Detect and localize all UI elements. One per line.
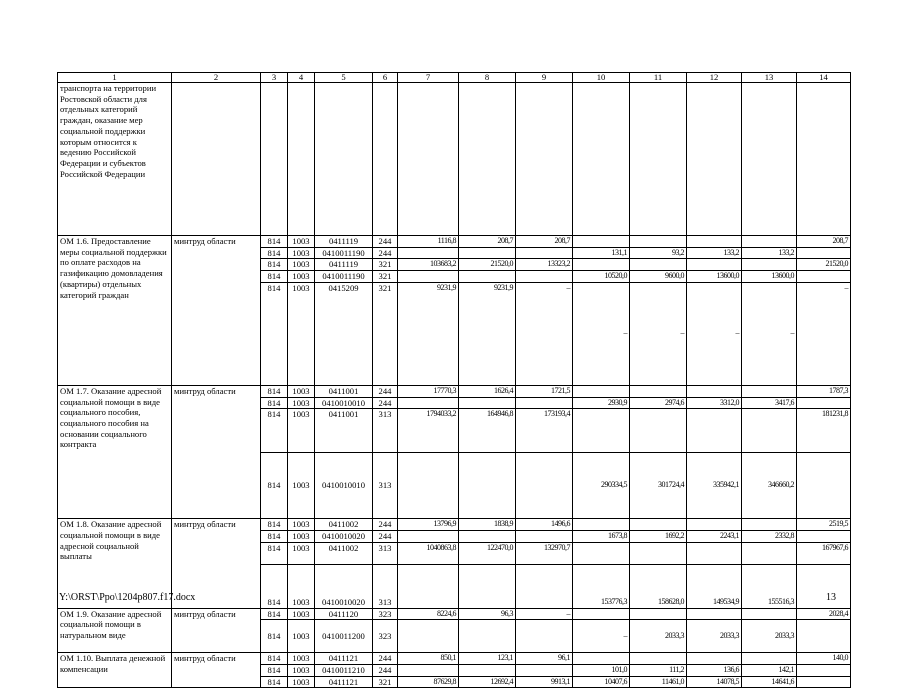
amount-cell [797,271,851,283]
header-cell: 13 [742,73,797,83]
amount-cell [459,564,516,608]
code-cell: 814 [261,653,288,665]
amount-cell [687,653,742,665]
amount-cell [573,409,630,453]
header-cell: 2 [172,73,261,83]
amount-cell: 208,7 [459,236,516,248]
code-cell: 0411119 [315,236,373,248]
header-cell: 12 [687,73,742,83]
code-cell: 814 [261,397,288,409]
amount-cell: 1673,8 [573,530,630,542]
amount-cell [459,271,516,283]
code-cell: 244 [373,247,398,259]
amount-cell [742,385,797,397]
header-cell: 6 [373,73,398,83]
amount-cell [516,665,573,677]
amount-cell [459,620,516,653]
amount-cell: 14078,5 [687,676,742,688]
executor: минтруд области [172,385,261,518]
code-cell: 0411119 [315,259,373,271]
amount-cell: 850,1 [398,653,459,665]
amount-cell: 123,1 [459,653,516,665]
amount-cell: 1692,2 [630,530,687,542]
executor: минтруд области [172,653,261,688]
amount-cell: 1040863,8 [398,542,459,564]
table-row [58,236,851,248]
code-cell: 814 [261,542,288,564]
code-cell: 1003 [288,236,315,248]
amount-cell [687,236,742,248]
code-cell: 0410011190 [315,247,373,259]
code-cell: 0411002 [315,542,373,564]
empty-cell [573,83,630,236]
amount-cell: 2243,1 [687,530,742,542]
amount-cell [398,271,459,283]
amount-cell [687,608,742,620]
code-cell: 313 [373,542,398,564]
code-cell: 1003 [288,385,315,397]
code-cell: 1003 [288,530,315,542]
amount-cell: 9231,9 [459,282,516,385]
code-cell: 1003 [288,259,315,271]
amount-cell [797,564,851,608]
code-cell: 323 [373,620,398,653]
amount-cell [687,409,742,453]
code-cell: 0410011210 [315,665,373,677]
code-cell: 0411120 [315,608,373,620]
amount-cell: – [797,282,851,385]
code-cell: 321 [373,282,398,385]
amount-cell [459,397,516,409]
code-cell: 1003 [288,271,315,283]
code-cell: 1003 [288,409,315,453]
code-cell: 0410010020 [315,530,373,542]
code-cell: 0411121 [315,653,373,665]
amount-cell [797,247,851,259]
amount-cell: 17770,3 [398,385,459,397]
amount-cell [459,530,516,542]
code-cell: 814 [261,385,288,397]
header-cell: 10 [573,73,630,83]
amount-cell: 149534,9 [687,564,742,608]
empty-cell [742,83,797,236]
amount-cell: – [516,608,573,620]
amount-cell [573,236,630,248]
executor: минтруд области [172,608,261,653]
page-number: 13 [826,592,836,603]
code-cell: 1003 [288,247,315,259]
amount-cell: 11461,0 [630,676,687,688]
amount-cell [742,259,797,271]
amount-cell: 153776,3 [573,564,630,608]
footer-file-path: Y:\ORST\Ppo\1204p807.f17.docx [59,592,196,603]
measure-name: ОМ 1.10. Выплата денежной компенсации [58,653,172,688]
amount-cell [573,542,630,564]
amount-cell: 10520,0 [573,271,630,283]
amount-cell: 155516,3 [742,564,797,608]
code-cell: 1003 [288,282,315,385]
code-cell: 0410010010 [315,397,373,409]
amount-cell: 8224,6 [398,608,459,620]
header-cell: 11 [630,73,687,83]
empty-cell [288,83,315,236]
executor: минтруд области [172,519,261,608]
amount-cell [742,608,797,620]
amount-cell: 21520,0 [797,259,851,271]
amount-cell: 133,2 [687,247,742,259]
code-cell: 0411121 [315,676,373,688]
code-cell: 1003 [288,397,315,409]
code-cell: 0411001 [315,385,373,397]
amount-cell [687,542,742,564]
amount-cell [573,653,630,665]
amount-cell [573,608,630,620]
amount-cell [742,542,797,564]
amount-cell [630,653,687,665]
code-cell: 0410010020 [315,564,373,608]
amount-cell: 9600,0 [630,271,687,283]
code-cell: 0410011190 [315,271,373,283]
code-cell: 321 [373,271,398,283]
amount-cell: 132970,7 [516,542,573,564]
table-row [58,608,851,620]
header-cell: 14 [797,73,851,83]
amount-cell: 1116,8 [398,236,459,248]
amount-cell: 2519,5 [797,519,851,531]
amount-cell: 346660,2 [742,453,797,519]
measure-name: ОМ 1.7. Оказание адресной социальной помощи в виде социального пособия, социального пособия на основании социального контракта [58,385,172,518]
code-cell: 323 [373,608,398,620]
amount-cell: 136,6 [687,665,742,677]
code-cell: 244 [373,665,398,677]
amount-cell: 12692,4 [459,676,516,688]
amount-cell: 3312,0 [687,397,742,409]
table-row [58,519,851,531]
header-cell: 9 [516,73,573,83]
code-cell: 313 [373,409,398,453]
code-cell: 814 [261,676,288,688]
empty-cell [373,83,398,236]
code-cell: 0410011200 [315,620,373,653]
code-cell: 1003 [288,542,315,564]
executor: минтруд области [172,236,261,386]
code-cell: 1003 [288,519,315,531]
amount-cell [516,271,573,283]
amount-cell: 2332,8 [742,530,797,542]
code-cell: 1003 [288,608,315,620]
amount-cell [797,620,851,653]
code-cell: 244 [373,519,398,531]
amount-cell: 164946,8 [459,409,516,453]
amount-cell: 9231,9 [398,282,459,385]
amount-cell [797,397,851,409]
amount-cell [398,530,459,542]
code-cell: 1003 [288,676,315,688]
code-cell: 244 [373,530,398,542]
code-cell: 313 [373,453,398,519]
amount-cell: 13796,9 [398,519,459,531]
code-cell: 814 [261,247,288,259]
amount-cell [516,397,573,409]
amount-cell: – [687,282,742,385]
amount-cell: 13323,2 [516,259,573,271]
code-cell: 0410010010 [315,453,373,519]
amount-cell [398,620,459,653]
amount-cell: 167967,6 [797,542,851,564]
amount-cell [797,676,851,688]
amount-cell [398,665,459,677]
measure-name: ОМ 1.9. Оказание адресной социальной помощи в натуральном виде [58,608,172,653]
amount-cell: 3417,6 [742,397,797,409]
code-cell: 1003 [288,453,315,519]
amount-cell: 158628,0 [630,564,687,608]
amount-cell: 2028,4 [797,608,851,620]
amount-cell [630,385,687,397]
code-cell: 814 [261,564,288,608]
code-cell: 814 [261,530,288,542]
header-cell: 3 [261,73,288,83]
amount-cell [742,409,797,453]
amount-cell [516,564,573,608]
code-cell: 0411001 [315,409,373,453]
amount-cell [797,530,851,542]
amount-cell [398,247,459,259]
code-cell: 0415209 [315,282,373,385]
amount-cell [630,608,687,620]
amount-cell: 96,1 [516,653,573,665]
amount-cell [459,665,516,677]
code-cell: 244 [373,653,398,665]
table-row [58,385,851,397]
amount-cell [459,247,516,259]
header-row [58,73,851,83]
amount-cell [459,453,516,519]
amount-cell [742,236,797,248]
code-cell: 814 [261,271,288,283]
amount-cell [573,385,630,397]
header-cell: 1 [58,73,172,83]
code-cell: 1003 [288,620,315,653]
empty-cell [516,83,573,236]
amount-cell [797,453,851,519]
amount-cell: 10407,6 [573,676,630,688]
code-cell: 1003 [288,653,315,665]
amount-cell: 93,2 [630,247,687,259]
amount-cell: 103683,2 [398,259,459,271]
amount-cell [516,620,573,653]
amount-cell [398,397,459,409]
empty-cell [398,83,459,236]
header-cell: 7 [398,73,459,83]
amount-cell [797,665,851,677]
code-cell: 814 [261,608,288,620]
amount-cell: 181231,8 [797,409,851,453]
code-cell: 321 [373,676,398,688]
amount-cell [573,519,630,531]
measure-name: ОМ 1.6. Предоставление меры социальной поддержки по оплате расходов на газификацию домовладения (квартиры) отдельных категорий граждан [58,236,172,386]
continuation-row [58,83,851,236]
code-cell: 814 [261,282,288,385]
amount-cell: 87629,8 [398,676,459,688]
empty-cell [459,83,516,236]
table-row [58,653,851,665]
code-cell: 1003 [288,665,315,677]
amount-cell [630,236,687,248]
code-cell: 0411002 [315,519,373,531]
amount-cell [516,247,573,259]
amount-cell [630,409,687,453]
code-cell: 814 [261,519,288,531]
amount-cell: 1787,3 [797,385,851,397]
amount-cell [630,519,687,531]
code-cell: 814 [261,259,288,271]
amount-cell: 1626,4 [459,385,516,397]
amount-cell [742,653,797,665]
amount-cell: 1838,9 [459,519,516,531]
amount-cell: 2033,3 [742,620,797,653]
amount-cell: 2930,9 [573,397,630,409]
amount-cell: 13600,0 [687,271,742,283]
empty-cell [172,83,261,236]
code-cell: 814 [261,236,288,248]
empty-cell [687,83,742,236]
amount-cell: 2033,3 [687,620,742,653]
header-cell: 4 [288,73,315,83]
measure-name-continuation: транспорта на территории Ростовской области для отдельных категорий граждан, оказание мер социальной поддержки которым относится к ведению Российской Федерации и субъектов Российской Федерации [58,83,172,236]
code-cell: 814 [261,409,288,453]
amount-cell: 301724,4 [630,453,687,519]
amount-cell: 21520,0 [459,259,516,271]
amount-cell [742,519,797,531]
amount-cell: 173193,4 [516,409,573,453]
amount-cell: 101,0 [573,665,630,677]
amount-cell [516,453,573,519]
code-cell: 244 [373,385,398,397]
header-cell: 8 [459,73,516,83]
amount-cell: – [573,620,630,653]
amount-cell [630,259,687,271]
amount-cell: 1496,6 [516,519,573,531]
code-cell: 1003 [288,564,315,608]
amount-cell [398,453,459,519]
amount-cell [573,259,630,271]
amount-cell: 335942,1 [687,453,742,519]
amount-cell: 2974,6 [630,397,687,409]
amount-cell: 2033,3 [630,620,687,653]
amount-cell: 131,1 [573,247,630,259]
amount-cell: 9913,1 [516,676,573,688]
amount-cell: 1721,5 [516,385,573,397]
amount-cell: 111,2 [630,665,687,677]
amount-cell: 140,0 [797,653,851,665]
empty-cell [261,83,288,236]
code-cell: 313 [373,564,398,608]
amount-cell: – [630,282,687,385]
amount-cell [516,530,573,542]
empty-cell [315,83,373,236]
amount-cell: 142,1 [742,665,797,677]
measure-name: ОМ 1.8. Оказание адресной социальной помощи в виде адресной социальной выплаты [58,519,172,608]
empty-cell [630,83,687,236]
amount-cell [687,259,742,271]
code-cell: 244 [373,397,398,409]
amount-cell: 208,7 [797,236,851,248]
code-cell: 814 [261,453,288,519]
code-cell: 244 [373,236,398,248]
amount-cell: 122470,0 [459,542,516,564]
amount-cell: 14641,6 [742,676,797,688]
amount-cell: 96,3 [459,608,516,620]
amount-cell [687,385,742,397]
amount-cell: – [573,282,630,385]
amount-cell: – [742,282,797,385]
amount-cell: 290334,5 [573,453,630,519]
amount-cell: 1794033,2 [398,409,459,453]
amount-cell: – [516,282,573,385]
code-cell: 814 [261,620,288,653]
header-cell: 5 [315,73,373,83]
amount-cell: 13600,0 [742,271,797,283]
empty-cell [797,83,851,236]
code-cell: 321 [373,259,398,271]
code-cell: 814 [261,665,288,677]
amount-cell [687,519,742,531]
amount-cell [398,564,459,608]
amount-cell: 208,7 [516,236,573,248]
amount-cell [630,542,687,564]
amount-cell: 133,2 [742,247,797,259]
